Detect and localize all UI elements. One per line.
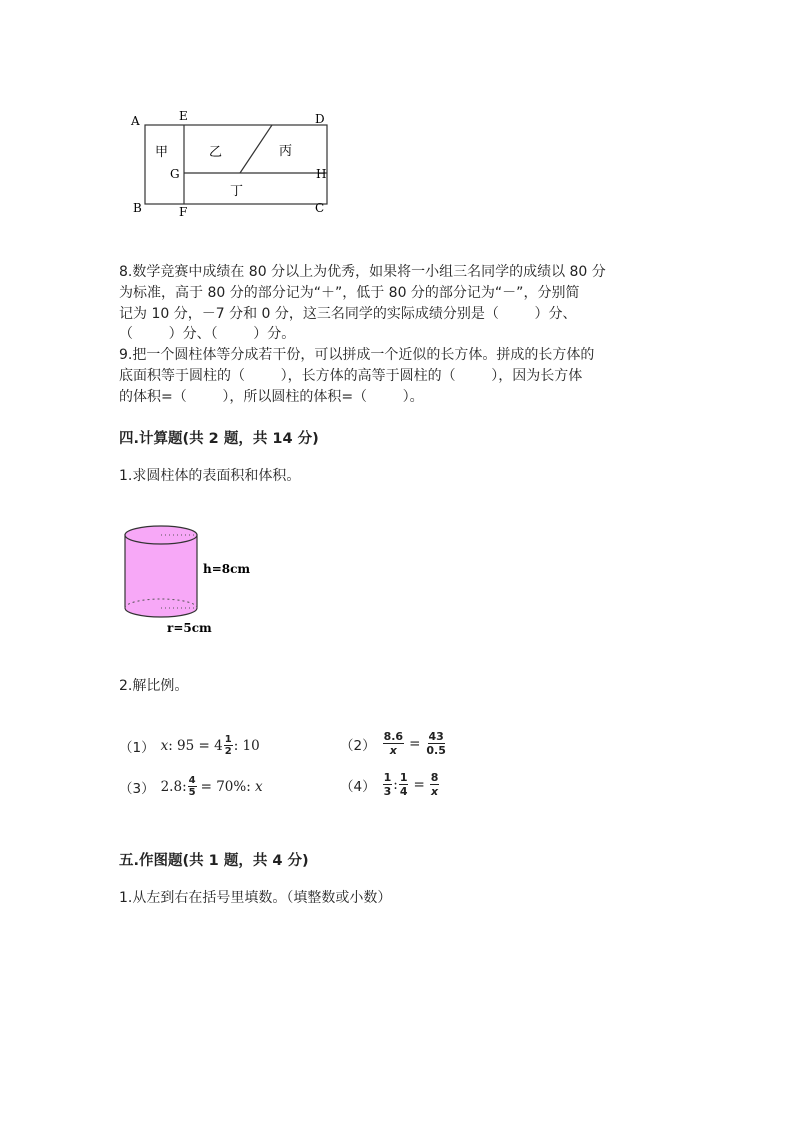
equation-4-fraction-3 bbox=[430, 771, 440, 798]
rectangle-figure bbox=[125, 105, 340, 220]
region-bing: 丙 bbox=[279, 144, 293, 159]
q9-line-3: 的体积=（ ），所以圆柱的体积=（ ）。 bbox=[119, 389, 424, 405]
equation-4-f1-den: 3 bbox=[383, 785, 392, 798]
equation-2-right-num: 43 bbox=[428, 730, 444, 743]
equation-4-equals: = bbox=[413, 776, 425, 793]
equation-4-fraction-1 bbox=[383, 771, 393, 798]
equation-1-frac-num: 1 bbox=[224, 734, 232, 745]
section-4-q2-text: 2.解比例。 bbox=[119, 678, 189, 694]
equation-4-f3-num: 8 bbox=[430, 771, 439, 784]
equation-4 bbox=[340, 771, 440, 798]
vertex-f: F bbox=[179, 205, 188, 219]
equation-3-right: = 70%: 𝑥 bbox=[200, 778, 263, 795]
equation-4-f1-num: 1 bbox=[383, 771, 392, 784]
equation-1-fraction bbox=[224, 734, 233, 757]
q8-line-2: 为标准，高于 80 分的部分记为“＋”，低于 80 分的部分记为“－”，分别简 bbox=[119, 285, 580, 301]
equation-2-right-den: 0.5 bbox=[426, 744, 446, 757]
equation-3 bbox=[119, 775, 263, 798]
vertex-h: H bbox=[316, 167, 327, 181]
equation-4-fraction-2 bbox=[399, 771, 409, 798]
equation-3-label: （3） bbox=[119, 780, 155, 797]
equation-4-label: （4） bbox=[340, 778, 376, 795]
cylinder-radius-label: r=5cm bbox=[167, 621, 212, 635]
vertex-b: B bbox=[133, 201, 142, 215]
region-yi: 乙 bbox=[209, 145, 223, 160]
section-4-q1-text: 1.求圆柱体的表面积和体积。 bbox=[119, 468, 301, 484]
equation-3-fraction bbox=[188, 775, 197, 798]
equation-1-left: 𝑥: 95 = 4 bbox=[160, 737, 223, 754]
equation-2-equals: = bbox=[409, 735, 421, 752]
equation-3-left: 2.8: bbox=[160, 778, 187, 795]
vertex-c: C bbox=[315, 201, 325, 215]
equation-2 bbox=[340, 730, 448, 757]
vertex-a: A bbox=[131, 114, 140, 128]
equation-3-frac-den: 5 bbox=[188, 787, 196, 798]
equation-4-f3-den: x bbox=[431, 785, 439, 798]
q9-line-1: 9.把一个圆柱体等分成若干份，可以拼成一个近似的长方体。拼成的长方体的 bbox=[119, 347, 595, 363]
q8-line-3: 记为 10 分，－7 分和 0 分，这三名同学的实际成绩分别是（ ）分、 bbox=[119, 306, 577, 322]
equation-4-f2-den: 4 bbox=[399, 785, 408, 798]
equation-2-left-num: 8.6 bbox=[383, 730, 404, 743]
section-4-title: 四.计算题(共 2 题，共 14 分) bbox=[119, 431, 319, 447]
equation-4-f2-num: 1 bbox=[399, 771, 408, 784]
region-jia: 甲 bbox=[155, 145, 169, 160]
vertex-d: D bbox=[315, 112, 325, 126]
q8-line-4: （ ）分、（ ）分。 bbox=[119, 326, 296, 342]
equation-1-label: （1） bbox=[119, 739, 155, 756]
vertex-e: E bbox=[179, 109, 188, 123]
equation-2-label: （2） bbox=[340, 737, 376, 754]
cylinder-height-label: h=8cm bbox=[203, 562, 251, 576]
q8-line-1: 8.数学竞赛中成绩在 80 分以上为优秀，如果将一小组三名同学的成绩以 80 分 bbox=[119, 264, 606, 280]
equation-1 bbox=[119, 734, 260, 757]
cylinder-figure bbox=[115, 518, 255, 643]
equation-2-right-fraction bbox=[425, 730, 447, 757]
equation-1-right: : 10 bbox=[233, 737, 260, 754]
equation-2-left-fraction bbox=[383, 730, 405, 757]
q9-line-2: 底面积等于圆柱的（ ），长方体的高等于圆柱的（ ），因为长方体 bbox=[119, 368, 583, 384]
equation-1-frac-den: 2 bbox=[224, 746, 232, 757]
region-ding: 丁 bbox=[230, 184, 244, 199]
section-5-title: 五.作图题(共 1 题，共 4 分) bbox=[119, 853, 309, 869]
equation-4-colon: : bbox=[393, 776, 398, 793]
section-5-q1-text: 1.从左到右在括号里填数。（填整数或小数） bbox=[119, 890, 392, 906]
equation-2-left-den: x bbox=[389, 744, 397, 757]
vertex-g: G bbox=[170, 167, 180, 181]
equation-3-frac-num: 4 bbox=[188, 775, 196, 786]
